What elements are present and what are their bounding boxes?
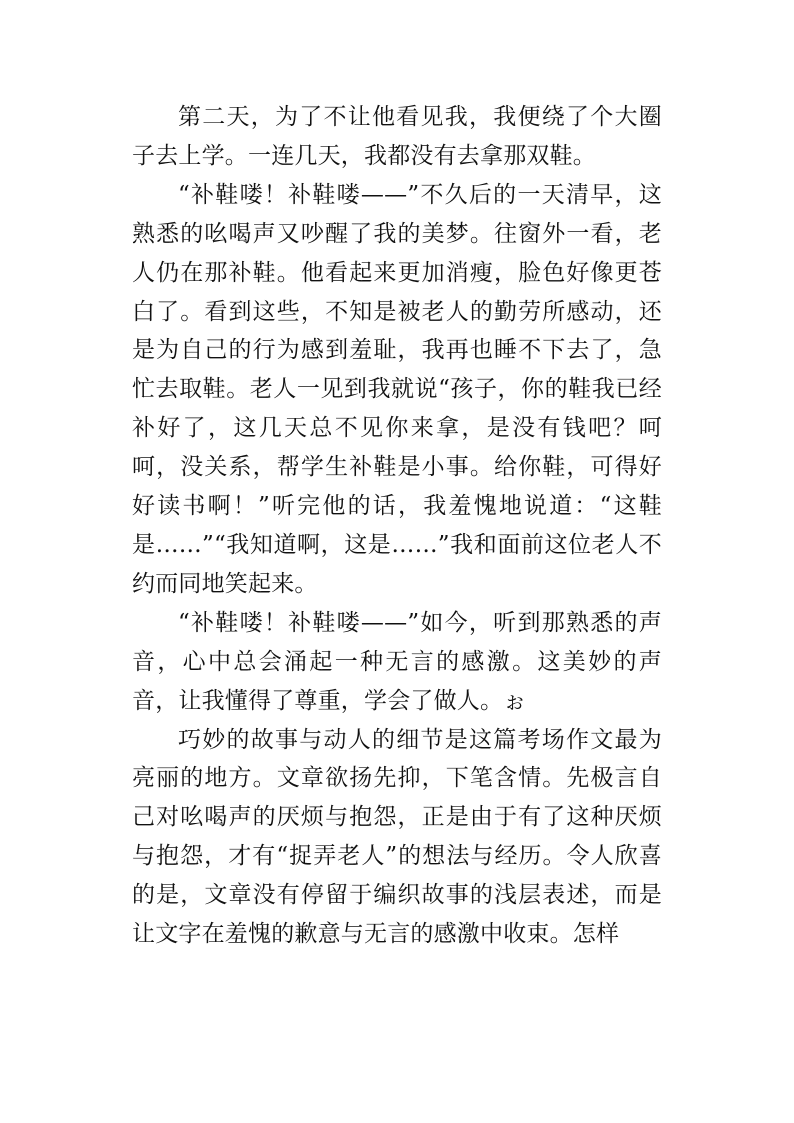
paragraph-3: “补鞋喽！补鞋喽——”如今，听到那熟悉的声音，心中总会涌起一种无言的感激。这美妙的声音，让我懂得了尊重，学会了做人。ぉ: [132, 609, 662, 714]
paragraph-1: 第二天，为了不让他看见我，我便绕了个大圈子去上学。一连几天，我都没有去拿那双鞋。: [132, 104, 662, 169]
paragraph-4: 巧妙的故事与动人的细节是这篇考场作文最为亮丽的地方。文章欲扬先抑，下笔含情。先极言自己对吆喝声的厌烦与抱怨，正是由于有了这种厌烦与抱怨，才有“捉弄老人”的想法与经历。令人欣喜的是，文章没有停留于编织故事的浅层表述，而是让文字在羞愧的歉意与无言的感激中收束。怎样: [132, 726, 662, 948]
paragraph-2: “补鞋喽！补鞋喽——”不久后的一天清早，这熟悉的吆喝声又吵醒了我的美梦。往窗外一看，老人仍在那补鞋。他看起来更加消瘦，脸色好像更苍白了。看到这些，不知是被老人的勤劳所感动，还是为自己的行为感到羞耻，我再也睡不下去了，急忙去取鞋。老人一见到我就说“孩子，你的鞋我已经补好了，这几天总不见你来拿，是没有钱吧？呵呵，没关系，帮学生补鞋是小事。给你鞋，可得好好读书啊！”听完他的话，我羞愧地说道：“这鞋是……”“我知道啊，这是……”我和面前这位老人不约而同地笑起来。: [132, 181, 662, 597]
document-body: [132, 98, 662, 954]
